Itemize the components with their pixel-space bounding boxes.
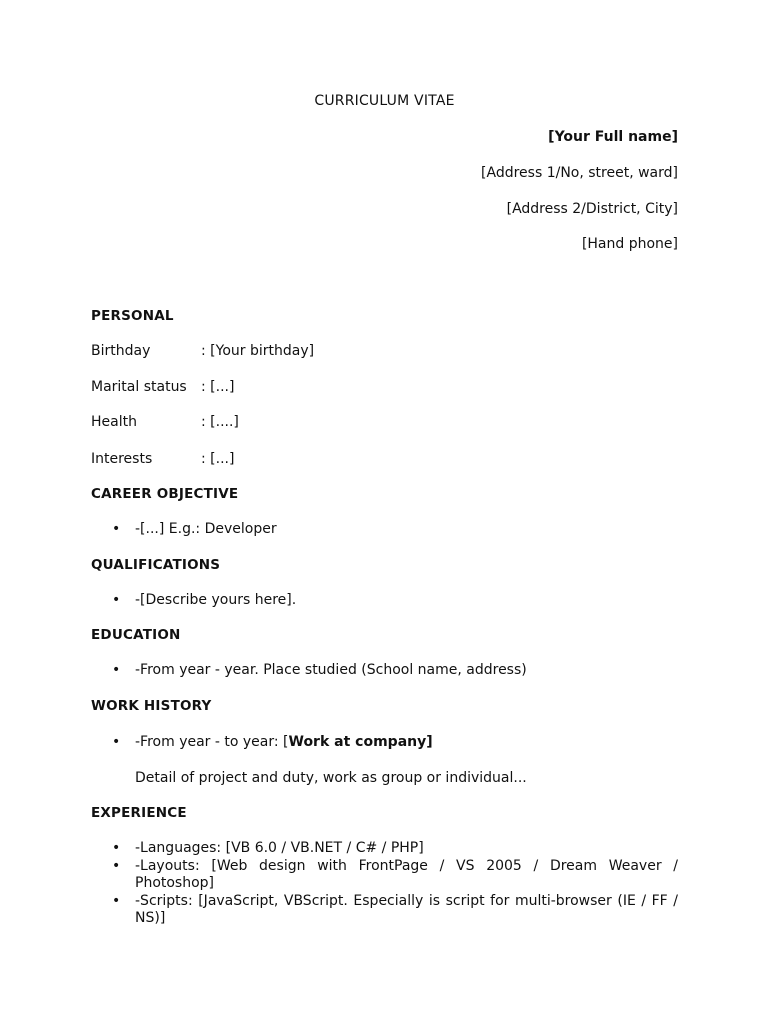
heading-qualifications: QUALIFICATIONS (91, 557, 221, 573)
bullet-icon: • (112, 858, 121, 874)
field-value: : [....] (201, 414, 239, 430)
list-item-text: -Layouts: [Web design with FrontPage / VS 2005 / Dream Weaver / Photoshop] (135, 858, 678, 891)
list-item-text: -Languages: [VB 6.0 / VB.NET / C# / PHP] (135, 840, 424, 856)
bullet-icon: • (112, 893, 121, 909)
heading-work-history: WORK HISTORY (91, 698, 212, 714)
list-item-text: -[...] E.g.: Developer (135, 521, 277, 537)
list-item-text: -From year - year. Place studied (School name, address) (135, 662, 527, 678)
list-item-text: -Scripts: [JavaScript, VBScript. Especially is script for multi-browser (IE / FF / NS)] (135, 893, 678, 926)
field-interests (91, 451, 234, 467)
field-value: : [...] (201, 379, 235, 395)
field-label: Interests (91, 451, 153, 467)
bullet-icon: • (112, 840, 121, 856)
list-item-text: -[Describe yours here]. (135, 592, 297, 608)
field-birthday (91, 343, 314, 359)
list-item-text (135, 734, 678, 751)
cv-page (91, 0, 678, 1024)
heading-education: EDUCATION (91, 627, 181, 643)
hand-phone: [Hand phone] (581, 236, 678, 252)
bullet-icon: • (112, 521, 121, 537)
field-health (91, 414, 239, 430)
bullet-icon: • (112, 662, 121, 678)
work-company: Work at company] (288, 734, 433, 750)
heading-experience: EXPERIENCE (91, 805, 187, 821)
cv-title: CURRICULUM VITAE (314, 93, 455, 109)
address-line-2: [Address 2/District, City] (506, 201, 678, 217)
full-name: [Your Full name] (548, 129, 678, 145)
field-value: : [...] (201, 451, 235, 467)
field-label: Marital status (91, 379, 187, 395)
address-line-1: [Address 1/No, street, ward] (481, 165, 678, 181)
bullet-icon: • (112, 592, 121, 608)
field-value: : [Your birthday] (201, 343, 315, 359)
heading-career-objective: CAREER OBJECTIVE (91, 486, 239, 502)
heading-personal: PERSONAL (91, 308, 174, 324)
field-label: Health (91, 414, 137, 430)
bullet-icon: • (112, 734, 121, 750)
work-detail: Detail of project and duty, work as group or individual... (135, 770, 527, 786)
field-marital-status (91, 379, 234, 395)
work-period: -From year - to year: [ (135, 734, 289, 750)
field-label: Birthday (91, 343, 151, 359)
